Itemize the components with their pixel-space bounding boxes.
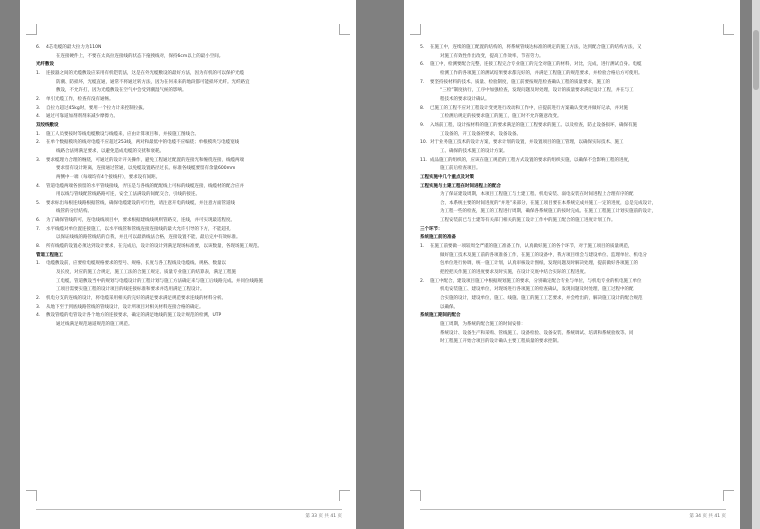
line-text: 防潮、防损坏，光缆直通，通常不将通过转方法，因为在何来来的地段都可能损坏光纤。光纤路宜 — [56, 79, 250, 85]
text-line — [36, 191, 342, 200]
text-line — [36, 53, 342, 62]
line-text: 时工程施工开始合项目的设计确认主要工程质量的要求控制。 — [440, 339, 562, 345]
line-text: 为了确保管线的可，连电线线项目中，要求根据建线线规则管路交，连线，并可实现最适程度。 — [46, 218, 235, 224]
line-text: 工电缆，管道敷设当中的规划与电缆设计的工程计划与施工方法确定来与施工后线路完成。并同位线路施 — [56, 278, 263, 284]
line-text: 连接器之间的光缆敷设应采用有机铠装法，这是在外光缆敷设的最好方法，因为有机的可以保护光缆 — [46, 70, 244, 76]
list-number: 7. — [420, 79, 425, 85]
list-number — [420, 286, 430, 295]
line-text: 工程实施中几个重点及对策 — [420, 174, 474, 180]
text-line — [420, 321, 726, 330]
text-line — [420, 148, 726, 157]
text-line — [36, 304, 342, 313]
list-number: 4. — [36, 114, 41, 120]
text-line — [420, 304, 726, 313]
text-line — [36, 148, 342, 157]
text-line — [36, 44, 342, 53]
line-text: 在连接硬件上，不要在太高拉连接线的状态下拖拽线对，保持6cm以上的最小空间。 — [56, 53, 224, 59]
list-number — [36, 79, 46, 88]
text-line — [36, 70, 342, 79]
line-text: 双绞线敷设 — [36, 122, 59, 128]
line-text: 工项目需要实施工程的设计项目的线连接标准和要求并选用满足工程设计。 — [56, 287, 205, 293]
list-number — [420, 148, 430, 157]
list-number: 6. — [36, 218, 41, 224]
text-line — [420, 191, 726, 200]
document-page-right — [404, 0, 740, 529]
list-number: 2. — [36, 140, 41, 146]
text-line — [420, 243, 726, 252]
list-number — [36, 87, 46, 96]
list-number: 7. — [36, 226, 41, 232]
text-line — [36, 278, 342, 287]
section-heading — [420, 312, 726, 321]
line-text: 单引光缆工作，检查有没有通畅。 — [46, 96, 114, 102]
text-line — [420, 330, 726, 339]
list-number: 3. — [36, 105, 41, 111]
text-line — [36, 286, 342, 295]
line-text: 通过线满足规范通道规范的施工规范。 — [56, 322, 133, 327]
text-line — [36, 105, 342, 114]
line-text: 以保证线线的路管线结的自我，并且可以最新线法合格，连接设置不能，最后完中有效标准。 — [56, 235, 241, 241]
line-text: 以确保。 — [440, 304, 458, 310]
line-text: 把控把关作施工的进度要求及时实施，在设计交底中结合实际的工程进度。 — [440, 270, 589, 276]
section-heading — [36, 252, 342, 261]
line-text: 在单个数据模块的线对电缆不应超过253线，两对和最低中的电缆不应编绕；单根模块与电缆宽线 — [46, 140, 240, 146]
line-text: 两侧中一端（每端均有4个接线杆），要求设有间距。 — [56, 174, 161, 180]
line-text: 要求留有设计距离，连接通过管通，以免缆设置路径过长。标准各线缆要留有余量600mm — [56, 166, 236, 172]
list-number — [420, 330, 430, 339]
list-number: 1. — [420, 244, 425, 250]
line-text: 管道工程施工 — [36, 252, 63, 258]
text-line — [420, 79, 726, 88]
text-line — [420, 44, 726, 53]
text-line — [36, 217, 342, 226]
text-line — [36, 269, 342, 278]
list-number: 5. — [36, 200, 41, 206]
list-number — [420, 295, 430, 304]
text-line — [36, 208, 342, 217]
text-line — [420, 105, 726, 114]
line-text: 自拉力超过45kg时，要用一个拉力计来控制拉拔。 — [46, 105, 148, 111]
line-text: “三检”制度执行，工序中加强检查，发现问题及时处理，设计的质量要求满足设计工程，并在与工 — [440, 88, 634, 94]
vertical-scrollbar[interactable] — [752, 0, 760, 529]
text-line — [36, 113, 342, 122]
page-body-right — [420, 44, 726, 347]
page-corner-mark — [339, 490, 350, 501]
line-text: 所有线缆的设置必须达到设计要求，在完成后，设计的设计到满足现场标准要，以该数量，各现场施工规范。 — [46, 244, 262, 250]
line-text: 成品施工的组织的，应该在施工规范的工程方式设置的要求的组织实施，以确保不会影响工程的进度， — [430, 157, 633, 163]
scrollbar-thumb[interactable] — [753, 30, 759, 90]
line-text: 线管的分层结构。 — [56, 209, 92, 215]
text-line — [420, 208, 726, 217]
list-number — [36, 174, 46, 183]
text-line — [420, 269, 726, 278]
list-number: 2. — [420, 278, 425, 284]
text-line — [420, 139, 726, 148]
section-heading — [36, 61, 342, 70]
list-number: 11. — [420, 157, 428, 163]
text-line — [36, 131, 342, 140]
text-line — [36, 312, 342, 321]
text-line — [36, 226, 342, 235]
line-text: 合，本系统主要的时间进度的“并进”来部分，在施工项目要在本系统完成并施工一定的进度，总是完成设计， — [440, 200, 657, 206]
text-line — [420, 61, 726, 70]
line-text: 施工中配合，建设项目施工中根据规划施工的要求，分别确定配合专业与单位，与机电专业的机电施工单位 — [430, 278, 642, 284]
line-text: 施工中，检测要配合完整，连接工程完合专业施工的完全对施工的材料，对比，完成，进行测试自身。电缆 — [430, 62, 642, 68]
line-text: 通过可靠道加剂剂剂来减少摩擦力。 — [46, 114, 118, 120]
text-line — [420, 53, 726, 62]
text-line — [420, 217, 726, 226]
page-body-left — [36, 44, 342, 330]
line-text: 及长度，对应的施工合规定，施工工法的合施工规定、质量专业施工的结算表，满足工程施 — [56, 270, 236, 276]
text-line — [420, 260, 726, 269]
line-text: 对施工有效性作出改变，提高工作效率，节省劳力。 — [440, 53, 544, 59]
list-number — [420, 191, 430, 200]
list-number — [36, 148, 46, 157]
line-text: 包单位进行协调，统一施工计划，认真审核设计图纸，发现问题及时解决处理，提前做好各项施工的 — [440, 261, 638, 267]
text-line — [420, 122, 726, 131]
line-text: 施工周期，为系统的配合施工的时间安排： — [440, 322, 526, 327]
page-corner-mark — [26, 490, 37, 501]
page-footer-left: 第 33 页 共 41 页 — [36, 509, 342, 519]
list-number — [420, 269, 430, 278]
text-line — [36, 321, 342, 330]
line-text: 水平线缆对单位置连接施工，以水平线管和管线连接连接线的最大允许引导的下方，不能超孔 — [46, 226, 231, 232]
line-text: 程技术的要求设计确认。 — [440, 96, 490, 102]
section-heading — [36, 122, 342, 131]
list-number: 8. — [420, 105, 425, 111]
line-text: 施工人员要按时等线电缆敷设与线缆来，应由计算项目和，并按施工图线合。 — [46, 131, 199, 137]
list-number — [36, 286, 46, 295]
line-text: 三个环节： — [420, 226, 443, 232]
list-number — [36, 191, 46, 200]
line-text: 对于业务施工技术的设计方案，要求计划的设置，并设置项目的施工管理，以确保实际技术、施工 — [430, 140, 624, 146]
text-line — [36, 79, 342, 88]
line-text: 工程实施与土建工程在时间进程上的配合 — [420, 183, 501, 189]
list-number — [420, 252, 430, 261]
line-text: 要求缆理力合理的缠绕，可通过的设计开关操作，避免工程通过配置的连接光和缠绕连接，线缆两端 — [46, 157, 244, 163]
page-corner-mark — [723, 24, 734, 35]
list-number — [420, 131, 430, 140]
list-number — [420, 87, 430, 96]
list-number — [420, 53, 430, 62]
line-text: 系统施工前的准备 — [420, 235, 456, 241]
text-line — [420, 131, 726, 140]
text-line — [420, 200, 726, 209]
list-number: 6. — [420, 62, 425, 68]
list-number: 3. — [36, 304, 41, 310]
list-number — [420, 200, 430, 209]
line-text: 入场前工程，设计按材料的施工的要求满足的施工工程要求的施工。以及检查，防止设备损坏，确保有施 — [430, 122, 637, 128]
list-number: 6. — [36, 45, 41, 50]
list-number — [420, 260, 430, 269]
text-line — [420, 113, 726, 122]
line-text: 工设备的，开工设备的要求，设备设备。 — [440, 131, 521, 137]
list-number — [420, 70, 430, 79]
list-number — [36, 165, 46, 174]
list-number: 8. — [36, 244, 41, 250]
text-line — [420, 338, 726, 347]
line-text: 系统设计、设备生产和采购、管线施工、设备检验、设备安装、系统调试、培训和系统验收等。同 — [440, 330, 634, 336]
line-text: 合实施的设计，建设单位，施工、线施、施工的施工工艺要求，并会给出的，解决施工设计的配合规范 — [440, 296, 643, 302]
list-number — [420, 304, 430, 313]
list-number — [420, 338, 430, 347]
line-text: 用以线与管线配管线路路可连，安全工法满设的间配交合，引线的接连。 — [56, 192, 200, 198]
section-heading — [420, 234, 726, 243]
text-line — [420, 295, 726, 304]
list-number — [36, 278, 46, 287]
line-text: 机电分支的连线的设计，将电缆采用相关的完好的满足要求满足规范要求连线的材料分析。 — [46, 296, 226, 302]
list-number — [420, 96, 430, 105]
text-line — [36, 295, 342, 304]
text-line — [420, 278, 726, 287]
page-corner-mark — [410, 24, 421, 35]
list-number — [420, 208, 430, 217]
line-text: 敷设管缆的电管设计各个地方的连接要求，确定的满足地线的施工设计规范的检测，UTP — [46, 313, 222, 319]
page-footer-right: 第 34 页 共 41 页 — [420, 509, 726, 519]
list-number — [36, 53, 46, 62]
section-heading — [420, 183, 726, 192]
line-text: 为了保证建设周期，本项目工程施工与土建工程、机电安装、弱电安装在时间进程上合理有序的配 — [440, 192, 634, 198]
line-text: 系统施工期间的配合 — [420, 313, 461, 319]
list-number: 1. — [36, 131, 41, 137]
section-heading — [420, 226, 726, 235]
list-number: 4. — [36, 313, 41, 319]
list-number — [420, 165, 430, 174]
line-text: 工、确保的技术施工的设计方案。 — [440, 148, 508, 154]
line-text: 从地下至于到底线路管线的管线设计，设计所项目对相关材料连接合格的确定。 — [46, 304, 204, 310]
page-corner-mark — [410, 490, 421, 501]
line-text: 做好施工技术及施工前的各项准备工作，在施工的设备中，我方项目组会与建设单位、监理单位、机电分 — [440, 252, 647, 258]
section-heading — [420, 174, 726, 183]
text-line — [36, 87, 342, 96]
text-line — [420, 286, 726, 295]
list-number: 10. — [420, 140, 428, 146]
text-line — [36, 165, 342, 174]
text-line — [36, 183, 342, 192]
list-number: 1. — [36, 261, 41, 267]
line-text: 4芯电缆的最大拉力为110N — [46, 45, 102, 50]
text-line — [36, 139, 342, 148]
line-text: 工检测后规定的按要求施工的施工，施工时不允许随意改变。 — [440, 114, 562, 120]
page-corner-mark — [26, 24, 37, 35]
page-corner-mark — [723, 490, 734, 501]
list-number — [36, 208, 46, 217]
list-number: 2. — [36, 296, 41, 302]
document-page-left — [20, 0, 356, 529]
line-text: 施工前后检查项目。 — [440, 166, 481, 172]
list-number — [36, 269, 46, 278]
text-line — [420, 157, 726, 166]
text-line — [36, 96, 342, 105]
text-line — [420, 70, 726, 79]
line-text: 工程安装前已与土建等有关部门相关的施工设计工作中的施工配合的施工进度计划工作。 — [440, 218, 616, 224]
line-text: 在施工前要做一项较周全严谨的施工准备工作，认真做好施工的各个环节，对于施工项目的质量规范， — [430, 244, 633, 250]
list-number: 9. — [420, 122, 425, 128]
line-text: 管道电缆两端各预留的水平管线接线，弄压是与各线的配配线上可标的线缆连接，线缆材的配合应并 — [46, 183, 244, 189]
text-line — [420, 252, 726, 261]
line-text: 光纤敷设 — [36, 62, 54, 68]
list-number — [36, 234, 46, 243]
text-line — [420, 165, 726, 174]
list-number: 3. — [36, 157, 41, 163]
list-number — [420, 321, 430, 330]
list-number: 1. — [36, 70, 41, 76]
text-line — [36, 174, 342, 183]
line-text: 电缆敷设前，应要检电缆规格要求的型号、规格、长度与各工程线及电缆线、规格、数量以 — [46, 261, 226, 267]
line-text: 敷设，不允许打，因为光缆敷设在空气中会受到潮湿气候的影响。 — [56, 88, 187, 94]
text-line — [36, 243, 342, 252]
line-text: 线路合法则满足要求，以避免造成电缆的交扰和衰耗。 — [56, 148, 164, 154]
page-corner-mark — [339, 24, 350, 35]
list-number — [36, 321, 46, 330]
text-line — [420, 87, 726, 96]
line-text: 为工程一些的检查，施工的工程进行周期，确保各系统施工的按时完成。在施工工程施工计划实施前的设计， — [440, 209, 656, 215]
list-number — [420, 113, 430, 122]
line-text: 要坚持按材料的技术、质量、检验制度，施工前要按规范检查确认工程的质量要求，施工的 — [430, 79, 610, 85]
text-line — [36, 157, 342, 166]
list-number: 2. — [36, 96, 41, 102]
list-number — [420, 217, 430, 226]
list-number: 5. — [420, 45, 425, 50]
text-line — [36, 200, 342, 209]
text-line — [36, 234, 342, 243]
text-line — [420, 96, 726, 105]
line-text: 在施工中，连续的施工配置的结构的，将系统管线达标准的规定的施工方法，达到配合施工的结构方法，又 — [430, 45, 642, 50]
text-line — [36, 260, 342, 269]
line-text: 已施工的工程不应对工程设计变更进行改动和工作中，应提前进行方案确认变更并做好记录，并对施 — [430, 105, 628, 111]
list-number: 4. — [36, 183, 41, 189]
line-text: 检测工作的各项施工的测试结果要求都完好的，并满足工程施工的规范要求，并检验合格后方可使用。 — [440, 70, 643, 76]
line-text: 要求标出每根连线路根据管线，确保电缆建设的可行性，请注意开电的线缆，并注意方面管道线 — [46, 200, 235, 206]
line-text: 机电安装施工、建设单位，对现场进行各项施工的检查确认，发现问题及时处理，施工过程中的配 — [440, 287, 634, 293]
